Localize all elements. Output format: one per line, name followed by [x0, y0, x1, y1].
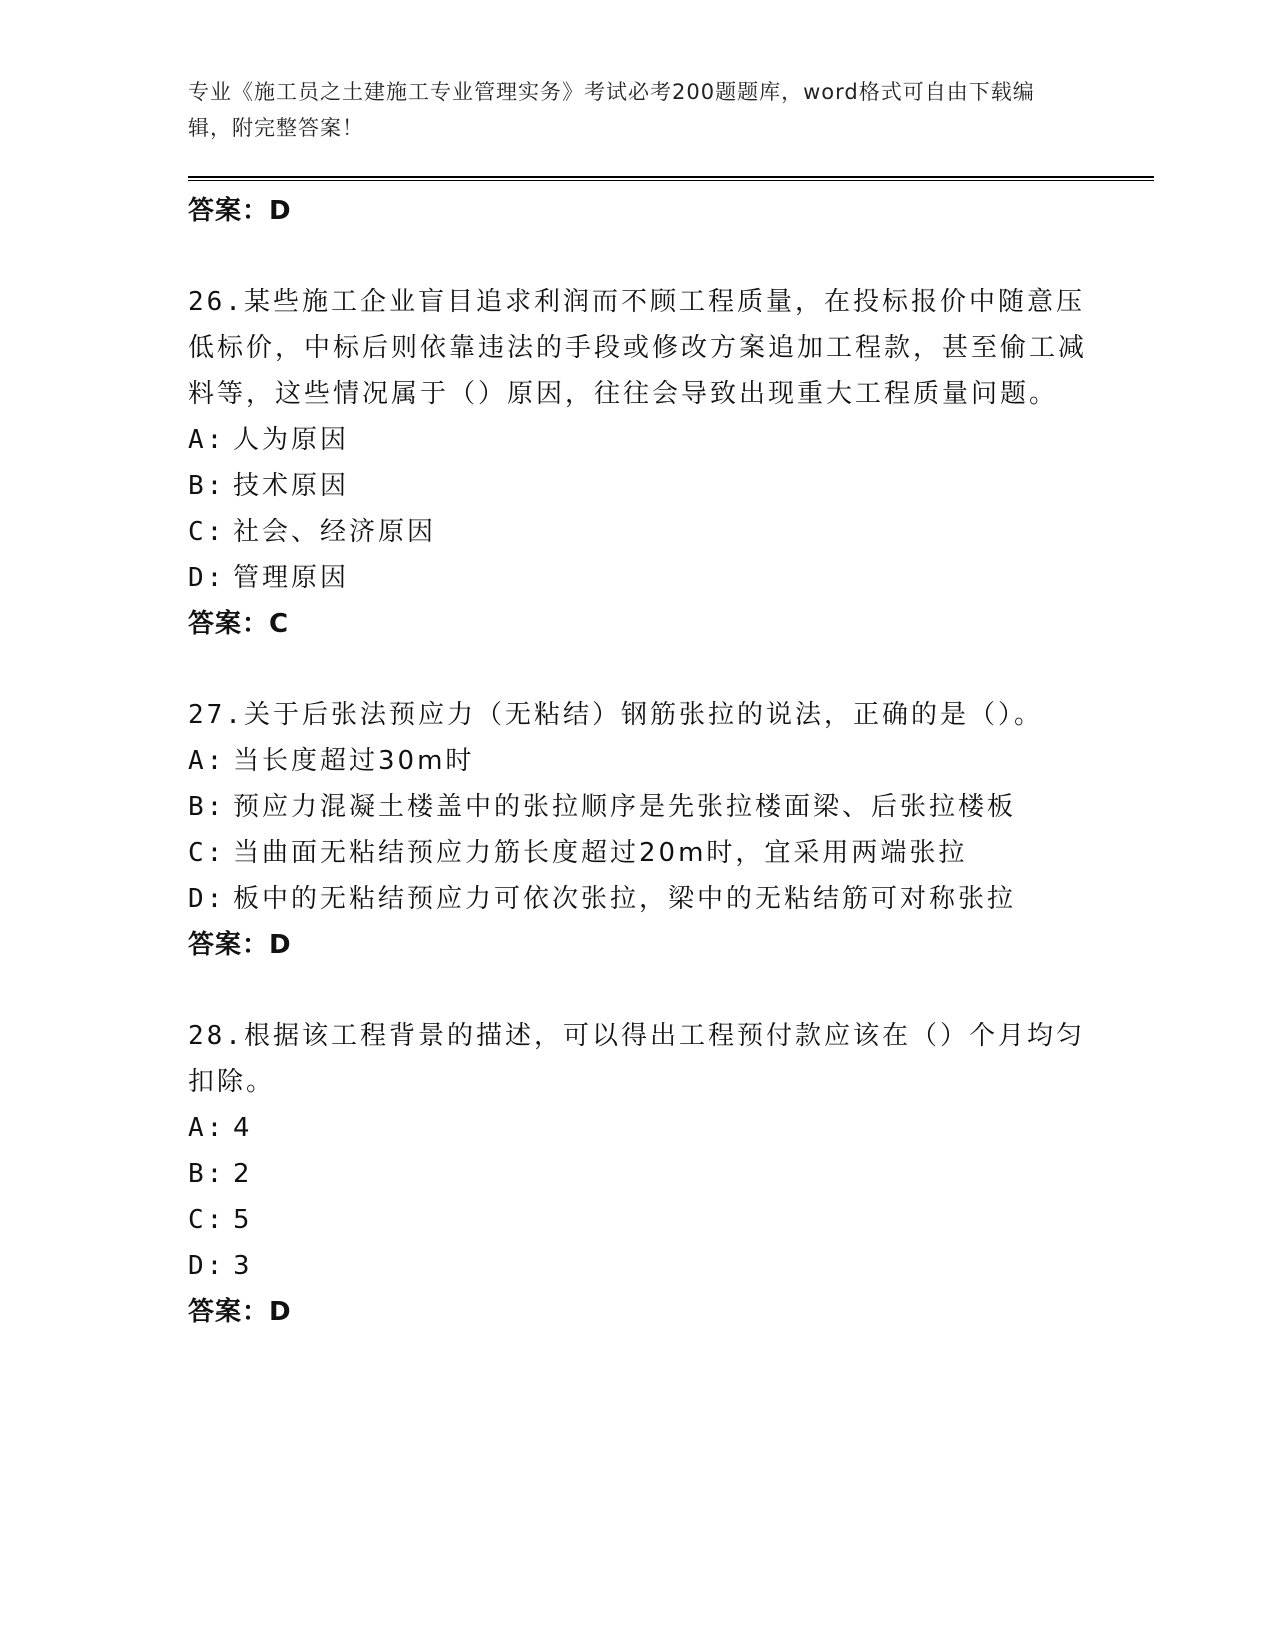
option-letter: B: [188, 471, 226, 501]
question-28 [188, 1013, 1088, 1335]
option-text: 当长度超过30m时 [233, 746, 475, 776]
question-stem: 27.关于后张法预应力（无粘结）钢筋张拉的说法，正确的是（）。 [188, 700, 1043, 730]
question-answer: 答案：C [188, 609, 290, 639]
option-letter: D: [188, 1251, 226, 1281]
page-header: 专业《施工员之土建施工专业管理实务》考试必考200题题库，word格式可自由下载编辑，附完整答案！ [188, 80, 1035, 140]
option-b [188, 784, 1088, 830]
option-text: 4 [233, 1113, 253, 1143]
option-text: 5 [233, 1205, 253, 1235]
question-stem: 26.某些施工企业盲目追求利润而不顾工程质量，在投标报价中随意压低标价，中标后则依靠违法的手段或修改方案追加工程款，甚至偷工减料等，这些情况属于（）原因，往往会导致出现重大工程质量问题。 [188, 287, 1088, 409]
option-d [188, 1243, 1088, 1289]
option-d [188, 555, 1088, 601]
option-letter: D: [188, 563, 226, 593]
option-letter: C: [188, 517, 226, 547]
option-c [188, 1197, 1088, 1243]
option-text: 技术原因 [233, 471, 350, 501]
option-text: 3 [233, 1251, 253, 1281]
option-letter: A: [188, 746, 226, 776]
option-text: 预应力混凝土楼盖中的张拉顺序是先张拉楼面梁、后张拉楼板 [233, 792, 1017, 822]
option-text: 当曲面无粘结预应力筋长度超过20m时，宜采用两端张拉 [233, 838, 968, 868]
option-a [188, 1105, 1088, 1151]
option-c [188, 830, 1088, 876]
question-27 [188, 692, 1088, 968]
option-letter: A: [188, 425, 226, 455]
question-26 [188, 279, 1088, 647]
option-letter: A: [188, 1113, 226, 1143]
question-answer: 答案：D [188, 930, 292, 960]
option-a [188, 417, 1088, 463]
option-letter: C: [188, 1205, 226, 1235]
option-text: 2 [233, 1159, 253, 1189]
option-d [188, 876, 1088, 922]
question-stem: 28.根据该工程背景的描述，可以得出工程预付款应该在（）个月均匀扣除。 [188, 1021, 1085, 1097]
answer-previous-question: 答案：D [188, 196, 292, 226]
option-letter: B: [188, 1159, 226, 1189]
option-letter: C: [188, 838, 226, 868]
option-text: 板中的无粘结预应力可依次张拉，梁中的无粘结筋可对称张拉 [233, 884, 1017, 914]
option-c [188, 509, 1088, 555]
option-text: 人为原因 [233, 425, 350, 455]
header-divider [188, 176, 1154, 181]
option-b [188, 463, 1088, 509]
option-a [188, 738, 1088, 784]
option-text: 管理原因 [233, 563, 350, 593]
option-letter: D: [188, 884, 226, 914]
option-text: 社会、经济原因 [233, 517, 437, 547]
option-letter: B: [188, 792, 226, 822]
question-answer: 答案：D [188, 1297, 292, 1327]
document-body [188, 188, 1088, 1380]
option-b [188, 1151, 1088, 1197]
